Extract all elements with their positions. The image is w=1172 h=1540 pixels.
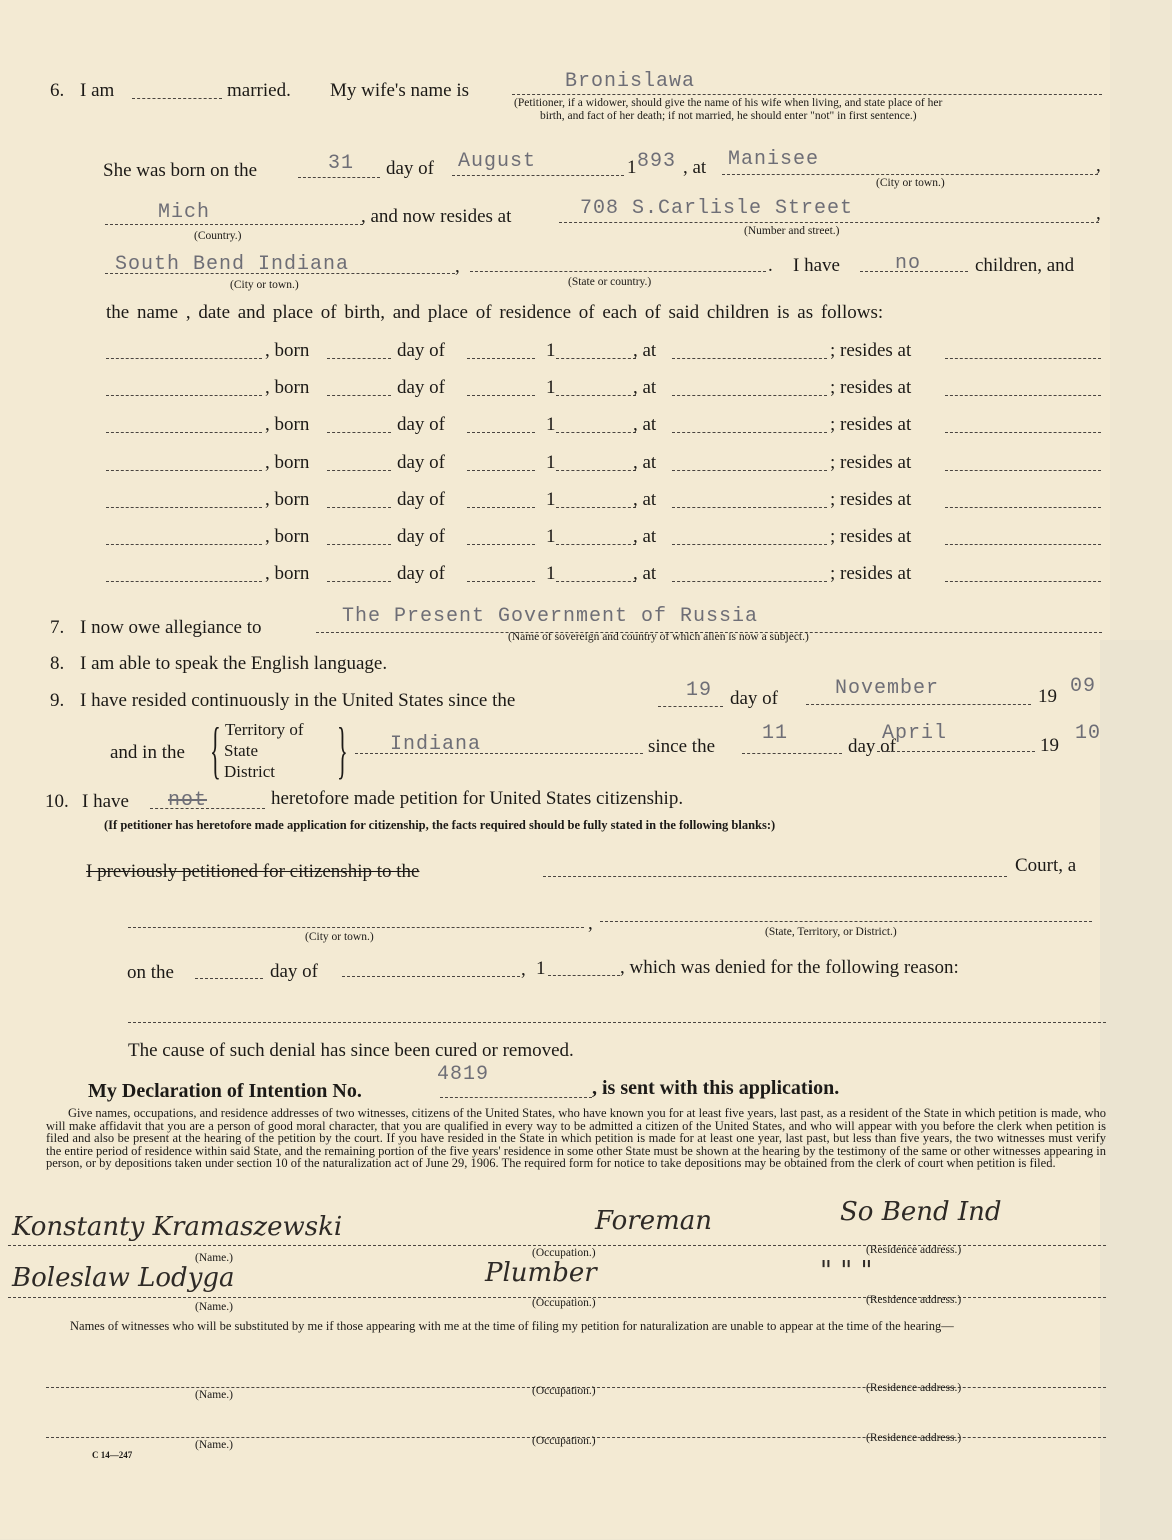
residence-city: South Bend Indiana <box>115 253 350 276</box>
child-row-3-label: , born <box>265 414 310 435</box>
wife-label: My wife's name is <box>330 80 470 101</box>
previous-court-label: I previously petitioned for citizenship to the <box>86 861 420 882</box>
previous-petition-label: heretofore made petition for United States citizenship. <box>271 788 684 809</box>
birth-country: Mich <box>158 201 211 224</box>
child-row-7-label: day of <box>397 563 446 584</box>
wife-note-2: birth, and fact of her death; if not married, he should enter "not" in first sentence.) <box>540 110 917 122</box>
child-row-5-label: day of <box>397 489 446 510</box>
child-row-2-label: ; resides at <box>830 377 912 398</box>
us-residence-year: 09 <box>1070 675 1097 698</box>
child-row-5-label: , born <box>265 489 310 510</box>
witness-2-name: Boleslaw Lodyga <box>12 1263 235 1293</box>
child-row-1-label: 1 <box>546 340 556 361</box>
child-row-6-label: day of <box>397 526 446 547</box>
child-row-2-label: 1 <box>546 377 556 398</box>
torn-edge <box>1100 640 1172 1540</box>
child-row-7-label: , at <box>633 563 657 584</box>
child-row-6-label: ; resides at <box>830 526 912 547</box>
child-row-5-label: , at <box>633 489 657 510</box>
child-row-2-label: day of <box>397 377 446 398</box>
birth-day: 31 <box>328 152 355 175</box>
child-row-2-label: , at <box>633 377 657 398</box>
q6-married: married. <box>227 80 291 101</box>
child-row-5-label: 1 <box>546 489 556 510</box>
child-row-2-label: , born <box>265 377 310 398</box>
state-residence-year: 10 <box>1075 722 1102 745</box>
declaration-number: 4819 <box>437 1063 490 1086</box>
child-row-4-label: ; resides at <box>830 452 912 473</box>
residence-street: 708 S.Carlisle Street <box>580 197 854 220</box>
child-row-7-label: , born <box>265 563 310 584</box>
child-row-3-label: ; resides at <box>830 414 912 435</box>
us-residence-label: I have resided continuously in the United States since the <box>80 690 516 711</box>
children-count: no <box>895 252 922 275</box>
child-row-6-label: , at <box>633 526 657 547</box>
substitute-witnesses-note: Names of witnesses who will be substituted by me if those appearing with me at the time of filing my petition for naturalization are unable to appear at the time of the hearing— <box>70 1319 954 1333</box>
witness-instructions: Give names, occupations, and residence addresses of two witnesses, citizens of the United States, who have known you for at least five years, last past, as a resident of the State in which petition is made, who will make affidavit that you are a person of good moral character, that you are qualified in every way to be admitted a citizen of the United States, and who will appear with you before the clerk when petition is filed and also be present at the hearing of the petition by the court. If you have resided in the State in which petition is made for at least one year, last past, but less than five years, the two witnesses must verify the entire period of residence within said State, and the remaining portion of the five years' residence in some other State must be shown at the hearing by the testimony of the same or other witnesses appearing in person, or by depositions taken under section 10 of the naturalization act of June 29, 1906. The required form for notice to take depositions may be obtained from the clerk of court when petition is filed. <box>46 1106 1106 1170</box>
denial-reason-label: , which was denied for the following reason: <box>620 957 959 978</box>
territory-option: Territory of <box>225 720 304 739</box>
wife-name: Bronislawa <box>565 70 696 93</box>
witness-1-name: Konstanty Kramaszewski <box>12 1212 343 1242</box>
state-option: State <box>224 741 258 760</box>
child-row-6-label: , born <box>265 526 310 547</box>
state-residence-day: 11 <box>762 722 789 745</box>
birth-city: Manisee <box>728 148 820 171</box>
witness-2-residence: " " " <box>820 1256 873 1286</box>
child-row-7-label: 1 <box>546 563 556 584</box>
english-statement: I am able to speak the English language. <box>80 653 388 674</box>
witness-1-occupation: Foreman <box>595 1206 712 1236</box>
witness-1-residence: So Bend Ind <box>840 1197 1002 1227</box>
child-row-7-label: ; resides at <box>830 563 912 584</box>
wife-note-1: (Petitioner, if a widower, should give the name of his wife when living, and state place of her <box>514 97 943 109</box>
allegiance-label: I now owe allegiance to <box>80 617 262 638</box>
child-row-4-label: 1 <box>546 452 556 473</box>
district-option: District <box>224 762 275 781</box>
children-intro: the name , date and place of birth, and place of residence of each of said children is as follows: <box>106 302 884 323</box>
witness-2-occupation: Plumber <box>485 1258 597 1288</box>
child-row-1-label: , born <box>265 340 310 361</box>
child-row-1-label: day of <box>397 340 446 361</box>
child-row-3-label: 1 <box>546 414 556 435</box>
child-row-3-label: day of <box>397 414 446 435</box>
birth-month: August <box>458 150 537 173</box>
q6-number: 6. <box>50 80 65 101</box>
form-code: C 14—247 <box>92 1450 133 1460</box>
us-residence-day: 19 <box>686 679 713 702</box>
child-row-4-label: , born <box>265 452 310 473</box>
child-row-4-label: day of <box>397 452 446 473</box>
previous-petition-value: not <box>168 789 208 812</box>
child-row-5-label: ; resides at <box>830 489 912 510</box>
child-row-3-label: , at <box>633 414 657 435</box>
state-residence-month: April <box>882 722 948 745</box>
q6-i-am: I am <box>80 80 115 101</box>
child-row-6-label: 1 <box>546 526 556 547</box>
child-row-4-label: , at <box>633 452 657 473</box>
birth-year: 893 <box>637 150 677 173</box>
child-row-1-label: , at <box>633 340 657 361</box>
allegiance-value: The Present Government of Russia <box>342 605 759 628</box>
born-on-label: She was born on the <box>103 160 258 181</box>
denial-cured: The cause of such denial has since been cured or removed. <box>128 1040 574 1061</box>
previous-petition-note: (If petitioner has heretofore made application for citizenship, the facts required should be fully stated in the following blanks:) <box>104 818 776 832</box>
state-residence: Indiana <box>390 733 482 756</box>
child-row-1-label: ; resides at <box>830 340 912 361</box>
us-residence-month: November <box>835 677 940 700</box>
